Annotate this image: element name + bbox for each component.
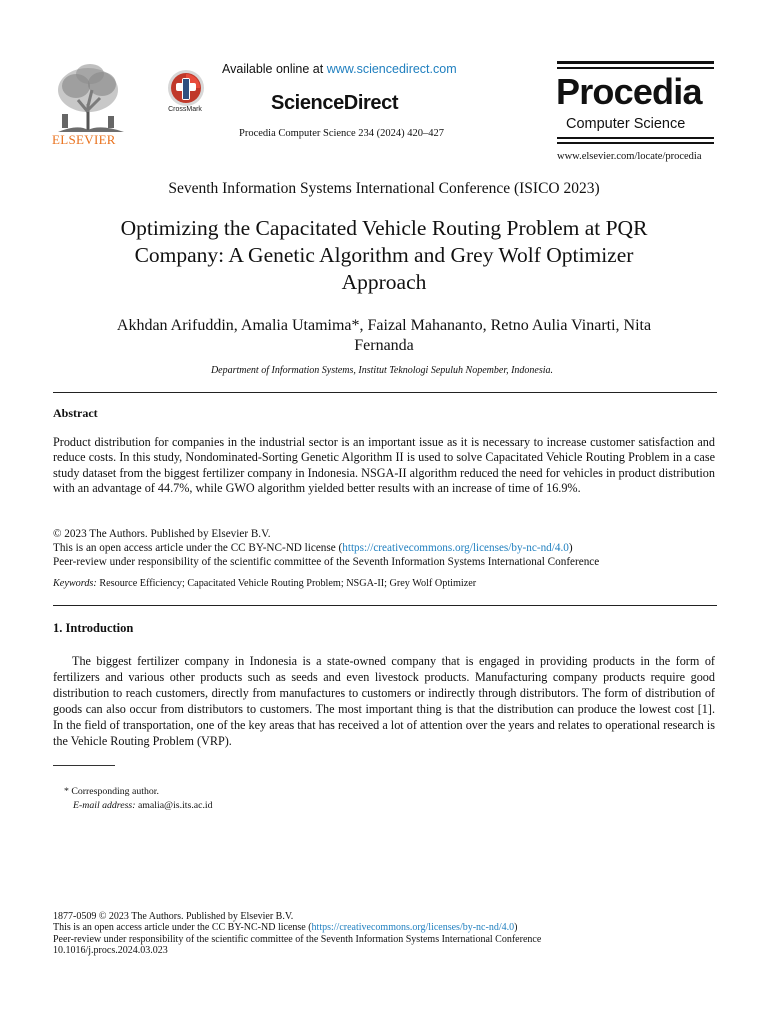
crossmark-label: CrossMark: [168, 106, 202, 113]
conference-name: Seventh Information Systems International Conference (ISICO 2023): [168, 180, 600, 197]
procedia-logo-subtitle: Computer Science: [566, 116, 686, 132]
email-note: [73, 800, 213, 811]
elsevier-wordmark: ELSEVIER: [52, 132, 116, 147]
abstract-text: Product distribution for companies in the industrial sector is an important issue as it is necessary to increase customer satisfaction and reduce costs. In this study, Nondominated-Sorting Genetic Algorithm II is used to solve Capacitated Vehicle Routing Problem in a case study dataset from the biggest fertilizer company in Indonesia. NSGA-II algorithm reduced the need for vehicles in product distribution with an advantage of 44.7%, while GWO algorithm yielded better results with an increase of time of 16.9%.: [53, 435, 715, 496]
available-online: [222, 62, 457, 76]
keywords: [53, 578, 717, 589]
bottom-license-link[interactable]: https://creativecommons.org/licenses/by-nc-nd/4.0: [311, 922, 515, 934]
bottom-license-suffix: ): [514, 922, 518, 934]
license-prefix: This is an open access article under the CC BY-NC-ND license (: [53, 542, 343, 555]
email-label: E-mail address:: [73, 800, 136, 811]
license-link[interactable]: https://creativecommons.org/licenses/by-nc-nd/4.0: [342, 542, 569, 555]
introduction-text: The biggest fertilizer company in Indonesia is a state-owned company that is engaged in providing products in the form of fertilizers and various other products such as seeds and even livestock products. Manufacturing company products require good distribution to reach customers, directly from manufactures to customers or indirectly through distributors. The form of distribution of goods can also occur from distributors to customers. The most important thing is that the distribution can produce the lowest cost [1]. In the field of transportation, one of the key areas that has received a lot of attention over the years and relates to operational research is the Vehicle Routing Problem (VRP).: [53, 654, 715, 748]
peer-review-line: Peer-review under responsibility of the scientific committee of the Seventh Information Systems International Conference: [53, 556, 600, 569]
paper-title: [70, 215, 698, 296]
affiliation: Department of Information Systems, Institut Teknologi Sepuluh Nopember, Indonesia.: [210, 365, 554, 376]
title-line: Approach: [341, 270, 427, 294]
divider-top: [53, 392, 717, 393]
journal-citation: Procedia Computer Science 234 (2024) 420–427: [239, 128, 444, 139]
corresponding-author-note: * Corresponding author.: [64, 786, 159, 797]
footnote-rule: [53, 765, 115, 766]
copyright-line: © 2023 The Authors. Published by Elsevier B.V.: [53, 528, 271, 540]
license-line: [53, 541, 717, 555]
title-line: Company: A Genetic Algorithm and Grey Wolf Optimizer: [134, 243, 634, 267]
issn-line: 1877-0509 © 2023 The Authors. Published by Elsevier B.V.: [53, 911, 294, 922]
doi[interactable]: 10.1016/j.procs.2024.03.023: [53, 945, 168, 957]
author-list: [60, 316, 708, 356]
abstract-heading: Abstract: [53, 406, 98, 420]
keywords-list: Resource Efficiency; Capacitated Vehicle Routing Problem; NSGA-II; Grey Wolf Optimizer: [96, 578, 477, 589]
procedia-rule-bottom: [557, 137, 714, 139]
title-line: Optimizing the Capacitated Vehicle Routing Problem at PQR: [120, 216, 648, 240]
journal-url[interactable]: www.elsevier.com/locate/procedia: [557, 151, 702, 162]
authors-line: Akhdan Arifuddin, Amalia Utamima*, Faizal Mahananto, Retno Aulia Vinarti, Nita: [116, 317, 652, 334]
bottom-license-line: [53, 922, 717, 933]
bottom-license-prefix: This is an open access article under the CC BY-NC-ND license (: [53, 922, 312, 934]
keywords-label: Keywords:: [53, 578, 97, 589]
sciencedirect-brand: ScienceDirect: [271, 92, 399, 114]
email-address[interactable]: amalia@is.its.ac.id: [135, 800, 213, 811]
procedia-rule-top-thin: [557, 67, 714, 69]
available-prefix: Available online at: [222, 62, 327, 76]
procedia-rule-bottom-thin: [557, 142, 714, 144]
procedia-logo-title: Procedia: [556, 71, 702, 112]
section-heading-introduction: 1. Introduction: [53, 621, 134, 635]
authors-line: Fernanda: [354, 337, 414, 354]
copyright-block: [53, 527, 717, 570]
bottom-peer-review: Peer-review under responsibility of the scientific committee of the Seventh Information Systems International Conference: [53, 933, 542, 945]
bottom-publication-info: [53, 911, 717, 957]
divider-bottom: [53, 605, 717, 606]
procedia-rule-top: [557, 61, 714, 64]
sciencedirect-link[interactable]: www.sciencedirect.com: [326, 62, 457, 76]
license-suffix: ): [568, 542, 573, 555]
